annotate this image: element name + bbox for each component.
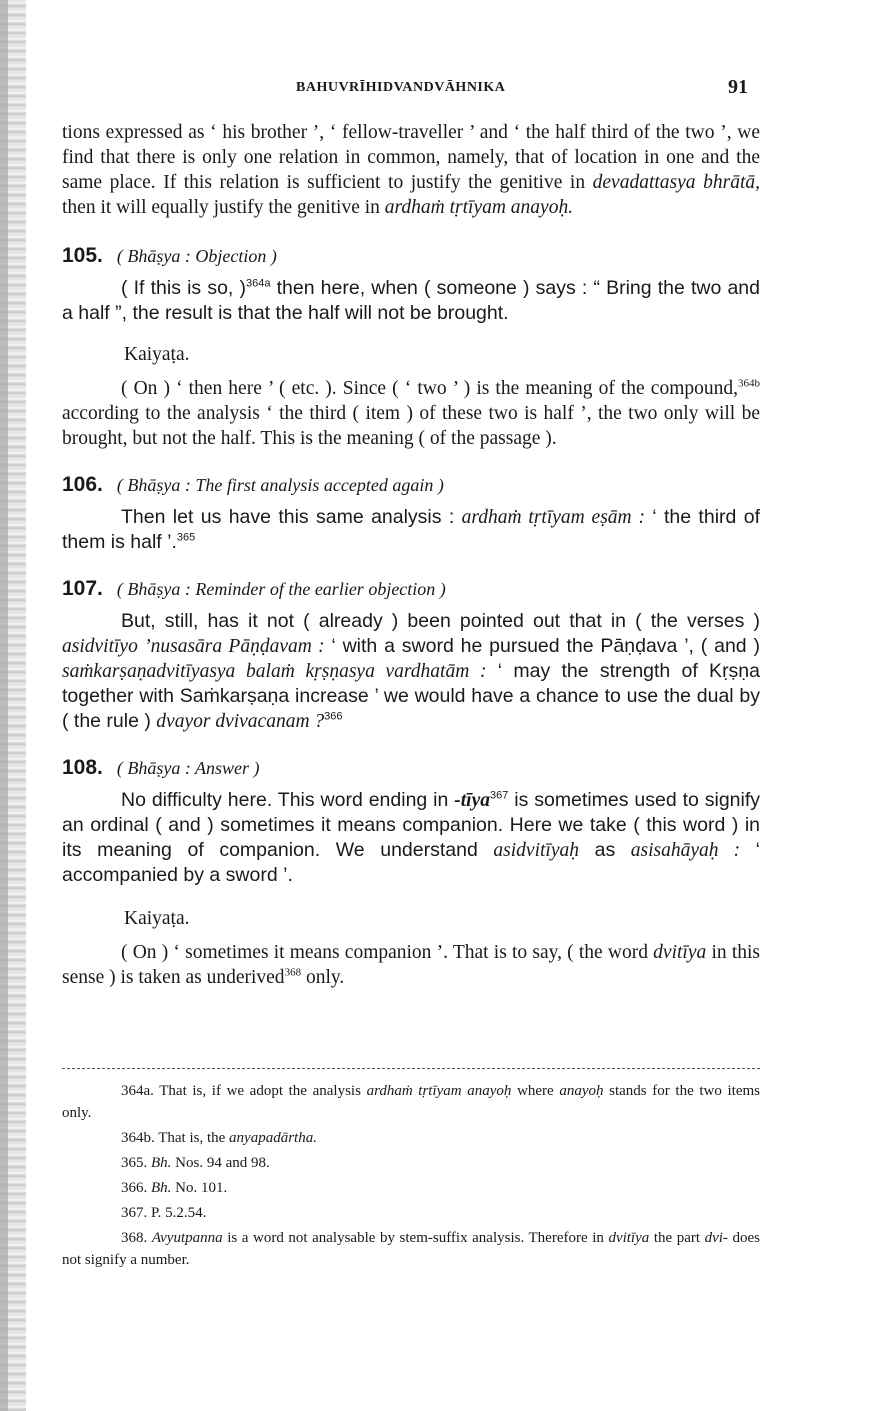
text: Nos. 94 and 98. [171, 1155, 270, 1171]
footnote-divider [62, 1068, 760, 1069]
section-label: ( Bhāṣya : The first analysis accepted again ) [116, 475, 444, 495]
footnote-ref: 366 [324, 710, 343, 723]
italic: anyapadārtha. [229, 1130, 317, 1146]
italic: Bh. [151, 1180, 172, 1196]
footnote-ref: 365 [176, 531, 196, 544]
sanskrit-italic: asisahāyaḥ : [630, 840, 741, 861]
text: 366. [121, 1180, 151, 1196]
italic: Avyutpanna [151, 1230, 223, 1246]
text: then here, when ( someone ) says : “ Bring the two and a half ”, the result is that the half will not be brought. [62, 277, 760, 324]
footnote-364b [62, 1127, 760, 1149]
text: 368. [121, 1230, 152, 1246]
section-107-heading [62, 577, 760, 601]
section-105-text [62, 276, 760, 326]
text: does not signify a number. [62, 1230, 760, 1268]
italic: Bh. [151, 1155, 172, 1171]
section-label: ( Bhāṣya : Answer ) [116, 758, 260, 778]
intro-text: tions expressed as ‘ his brother ’, ‘ fellow-traveller ’ and ‘ the half third of the two ’, we find that there is only one relation in common, namely, that of location in one and the same place. If this relation is sufficient to justify the genitive in [62, 122, 760, 193]
footnote-ref: 368 [284, 966, 302, 979]
text: No. 101. [171, 1180, 228, 1196]
italic: anayoḥ [559, 1083, 604, 1099]
text: 364a. That is, if we adopt the analysis [121, 1083, 367, 1099]
text: No difficulty here. This word ending in [121, 789, 455, 811]
sanskrit-italic: asidvitīyaḥ [493, 840, 579, 861]
section-label: ( Bhāṣya : Objection ) [116, 246, 277, 266]
section-106-text [62, 505, 760, 555]
page-body [62, 120, 760, 990]
sanskrit-italic: dvitīya [653, 942, 707, 963]
section-number: 108. [62, 756, 103, 779]
sanskrit-italic: dvayor dvivacanam ? [156, 711, 325, 732]
footnote-367: 367. P. 5.2.54. [121, 1205, 207, 1221]
text: where [511, 1083, 560, 1099]
section-106-heading [62, 473, 760, 497]
text: is a word not analysable by stem-suffix analysis. Therefore in [222, 1230, 609, 1246]
text: ‘ may the strength of Kṛṣṇa together with Saṁkarṣaṇa increase ’ we would have a chance to use the dual by ( the rule ) [62, 660, 760, 732]
footnote-ref: 364a [245, 277, 271, 290]
text: ‘ accompanied by a sword ’. [62, 839, 761, 886]
intro-italic: ardhaṁ tṛtīyam anayoḥ. [384, 197, 574, 218]
text: 365. [121, 1155, 151, 1171]
intro-italic: devadattasya bhrātā, [592, 172, 760, 193]
section-number: 105. [62, 244, 103, 267]
section-105-commentary [62, 376, 760, 451]
text: ‘ with a sword he pursued the Pāṇḍava ’, ( and ) [324, 635, 760, 657]
italic: ardhaṁ tṛtīyam anayoḥ [366, 1083, 512, 1099]
footnotes [62, 1080, 760, 1274]
section-108-heading [62, 756, 760, 780]
text: the part [649, 1230, 705, 1246]
running-header: BAHUVRĪHIDVANDVĀHNIKA [296, 80, 506, 95]
text: according to the analysis ‘ the third ( item ) of these two is half ’, the two only will be brought, but not the half. This is the meaning ( of the passage ). [62, 403, 760, 449]
section-105-heading [62, 244, 760, 268]
text: ( If this is so, ) [121, 277, 246, 299]
footnote-365 [62, 1152, 760, 1174]
section-number: 107. [62, 577, 103, 600]
footnote-ref: 367 [489, 789, 509, 802]
text: only. [301, 967, 345, 988]
kaiyata-label: Kaiyaṭa. [124, 908, 190, 929]
intro-paragraph [62, 120, 760, 220]
sanskrit-italic: saṁkarṣaṇadvitīyasya balaṁ kṛṣṇasya vardhatām : [62, 661, 487, 682]
section-number: 106. [62, 473, 103, 496]
section-107-text [62, 609, 760, 734]
footnote-366 [62, 1177, 760, 1199]
text: is sometimes used to signify an ordinal ( and ) sometimes it means companion. Here we take ( this word ) in its meaning of companion. We understand [62, 789, 761, 861]
sanskrit-italic: ardhaṁ tṛtīyam eṣām : [461, 507, 645, 528]
text: ( On ) ‘ sometimes it means companion ’. That is to say, ( the word [121, 942, 654, 963]
sanskrit-italic: -tīya [454, 790, 490, 811]
text: ‘ the third of them is half ’. [62, 506, 760, 553]
text: Then let us have this same analysis : [121, 506, 462, 528]
italic: dvi- [704, 1230, 728, 1246]
page-number: 91 [728, 76, 748, 98]
section-108-commentary [62, 940, 760, 990]
footnote-ref: 364b [738, 377, 760, 390]
text: ( On ) ‘ then here ’ ( etc. ). Since ( ‘ two ’ ) is the meaning of the compound, [121, 378, 738, 399]
text: 364b. That is, the [121, 1130, 230, 1146]
footnote-364a [62, 1080, 760, 1124]
footnote-368 [62, 1227, 760, 1271]
text: as [579, 839, 631, 861]
text: But, still, has it not ( already ) been pointed out that in ( the verses ) [121, 610, 760, 632]
book-spine-shadow [0, 0, 26, 1411]
section-label: ( Bhāṣya : Reminder of the earlier objection ) [116, 579, 446, 599]
text: in this sense ) is taken as underived [62, 942, 760, 988]
section-108-text [62, 788, 760, 888]
sanskrit-italic: asidvitīyo ’nusasāra Pāṇḍavam : [62, 636, 325, 657]
italic: dvitīya [608, 1230, 650, 1246]
text: stands for the two items only. [62, 1083, 760, 1121]
intro-text: then it will equally justify the genitive in [62, 197, 385, 218]
kaiyata-label: Kaiyaṭa. [124, 344, 190, 365]
